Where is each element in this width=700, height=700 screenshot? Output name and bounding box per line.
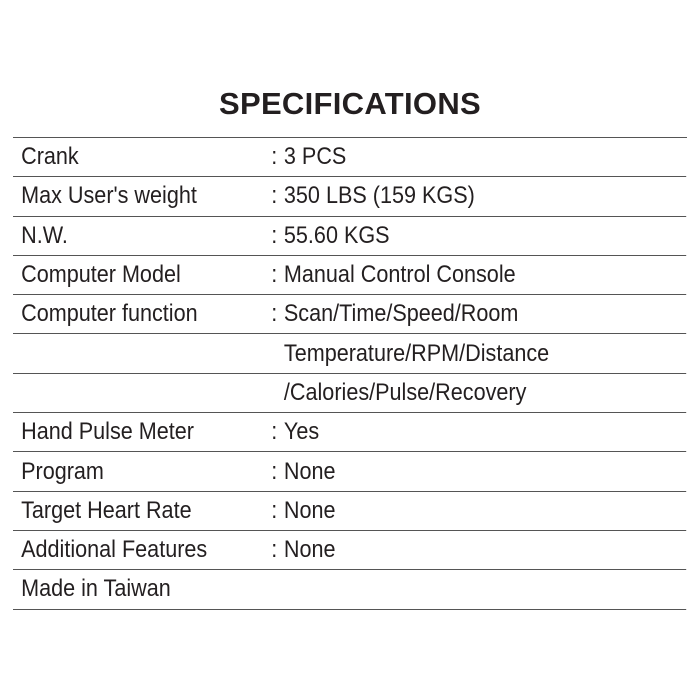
spec-value-text: /Calories/Pulse/Recovery — [283, 378, 527, 406]
spec-value-text: None — [283, 536, 336, 564]
spec-value-text: None — [283, 496, 336, 524]
spec-row-computer-function — [13, 295, 686, 334]
spec-value — [271, 418, 319, 446]
spec-colon: : — [271, 182, 278, 210]
spec-value-text: None — [283, 457, 336, 485]
spec-colon: : — [271, 300, 278, 328]
spec-colon: : — [271, 221, 278, 249]
spec-label: Hand Pulse Meter — [21, 418, 194, 446]
spec-value — [271, 300, 518, 328]
spec-value — [271, 143, 346, 171]
spec-label: Computer function — [21, 300, 198, 328]
spec-label: N.W. — [21, 221, 68, 249]
spec-value-text: Manual Control Console — [283, 261, 516, 289]
spec-colon: : — [271, 536, 278, 564]
spec-row-target-heart-rate — [13, 492, 686, 531]
page-title: SPECIFICATIONS — [219, 86, 481, 121]
spec-row-crank — [13, 138, 686, 177]
spec-row-max-user-weight — [13, 177, 686, 216]
spec-colon: : — [271, 418, 278, 446]
specifications-table — [13, 137, 687, 610]
spec-row-hand-pulse-meter — [13, 413, 686, 452]
spec-value — [271, 379, 526, 407]
spec-colon: : — [271, 143, 278, 171]
spec-value-text: 3 PCS — [283, 143, 347, 171]
spec-label: Crank — [21, 143, 79, 171]
spec-value — [271, 222, 389, 250]
spec-label: Program — [21, 457, 104, 485]
spec-value — [271, 340, 549, 368]
spec-value-text: Yes — [283, 418, 320, 446]
spec-value — [271, 536, 335, 564]
spec-label: Computer Model — [21, 261, 181, 289]
spec-label: Target Heart Rate — [21, 496, 192, 524]
spec-label: Additional Features — [21, 536, 208, 564]
spec-row-made-in — [13, 570, 686, 609]
spec-value — [271, 182, 475, 210]
spec-colon: : — [271, 261, 278, 289]
spec-value-text: Temperature/RPM/Distance — [283, 339, 550, 367]
spec-value — [271, 261, 515, 289]
spec-row-program — [13, 452, 686, 491]
spec-colon: : — [271, 496, 278, 524]
spec-row-net-weight — [13, 217, 686, 256]
spec-value — [271, 575, 284, 603]
spec-label: Made in Taiwan — [21, 575, 171, 603]
spec-value-text: 55.60 KGS — [283, 221, 390, 249]
spec-row-computer-function-cont-2 — [13, 374, 686, 413]
spec-row-computer-function-cont-1 — [13, 334, 686, 373]
spec-value-text: 350 LBS (159 KGS) — [283, 182, 475, 210]
spec-value — [271, 458, 335, 486]
spec-row-computer-model — [13, 256, 686, 295]
spec-label: Max User's weight — [21, 182, 197, 210]
spec-value — [271, 497, 335, 525]
spec-colon: : — [271, 457, 278, 485]
spec-value-text: Scan/Time/Speed/Room — [283, 300, 519, 328]
spec-row-additional-features — [13, 531, 686, 570]
